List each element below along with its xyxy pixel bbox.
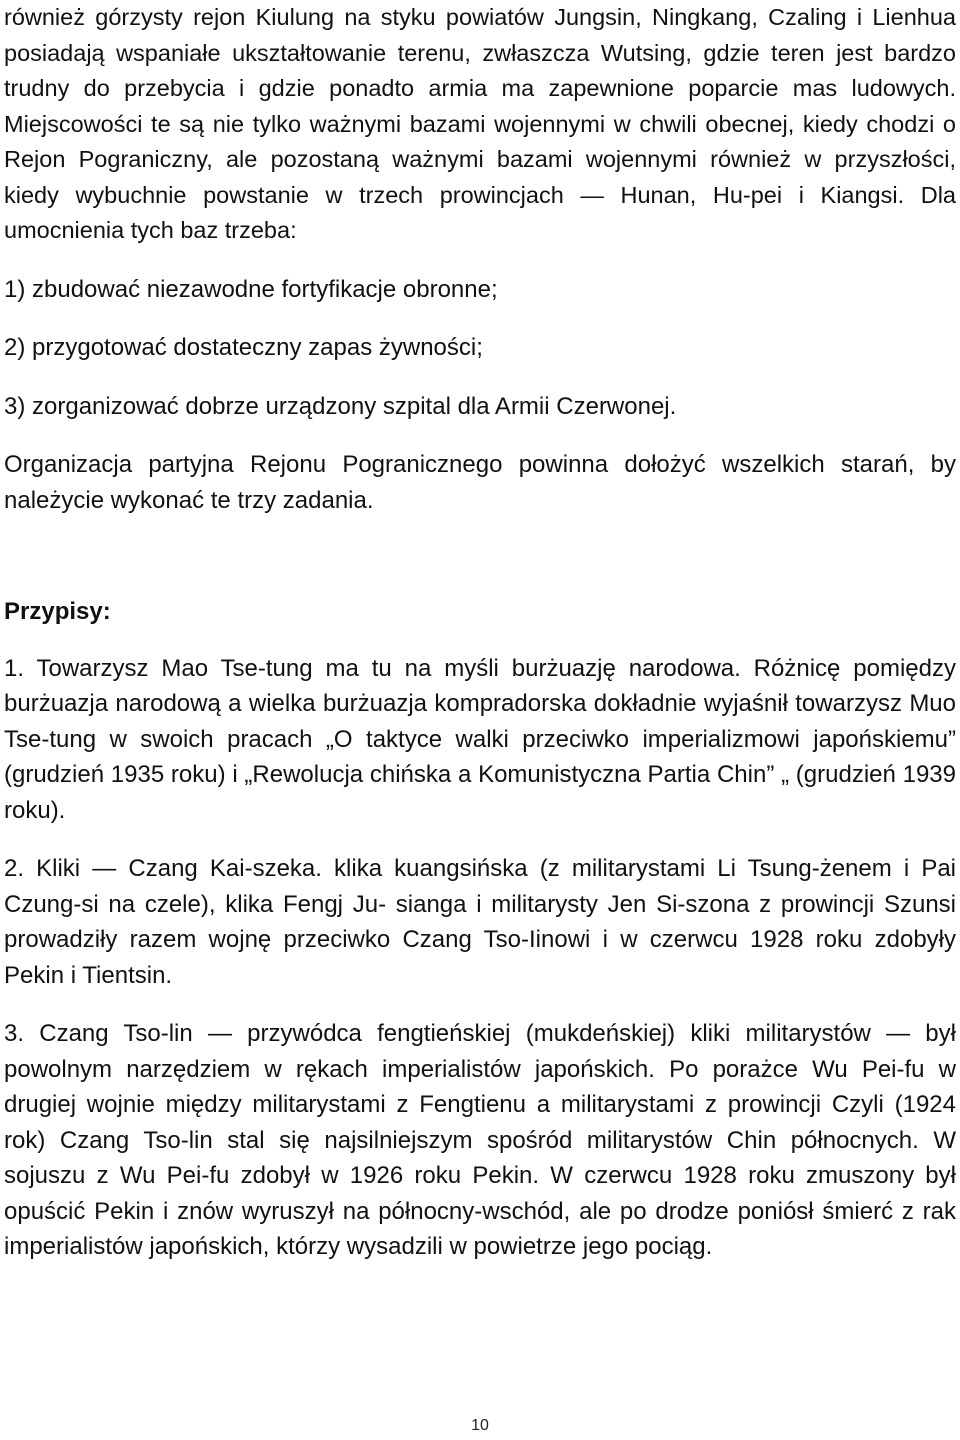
footnotes-heading: Przypisy: <box>4 598 111 625</box>
task-list-item-2: 2) przygotować dostateczny zapas żywności; <box>4 334 483 361</box>
page-number: 10 <box>471 1417 489 1434</box>
footnote-2: 2. Kliki — Czang Kai-szeka. klika kuangsińska (z militarystami Li Tsung-żenem i Pai Czung-si na czele), klika Fengj Ju- sianga i militarysty Jen Si-szona z prowincji Szunsi prowadziły razem wojnę przeciwko Czang Tso-Iinowi i w czerwcu 1928 roku zdobyły Pekin i Tientsin. <box>4 855 956 989</box>
task-list-item-3: 3) zorganizować dobrze urządzony szpital dla Armii Czerwonej. <box>4 392 677 420</box>
organization-paragraph: Organizacja partyjna Rejonu Pogranicznego powinna dołożyć wszelkich starań, by należycie wykonać te trzy zadania. <box>4 451 956 514</box>
document-content <box>4 0 956 1265</box>
footnote-1: 1. Towarzysz Mao Tse-tung ma tu na myśli burżuazję narodowa. Różnicę pomiędzy burżuazja narodową a wielka burżuazja kompradorska dokładnie wyjaśnił towarzysz Muo Tse-tung w swoich pracach „O taktyce walki przeciwko imperializmowi japońskiemu” (grudzień 1935 roku) i „Rewolucja chińska a Komunistyczna Partia Chin” „ (grudzień 1939 roku). <box>4 654 956 824</box>
footnote-3: 3. Czang Tso-lin — przywódca fengtieńskiej (mukdeńskiej) kliki militarystów — był powolnym narzędziem w rękach imperialistów japońskich. Po porażce Wu Pei-fu w drugiej wojnie między militarystami z Fengtienu a militarystami z prowincji Czyli (1924 rok) Czang Tso-lin stal się najsilniejszym spośród militarystów Chin północnych. W sojuszu z Wu Pei-fu zdobył w 1926 roku Pekin. W czerwcu 1928 roku zmuszony był opuścić Pekin i znów wyruszył na północny-wschód, ale po drodze poniósł śmierć z rak imperialistów japońskich, którzy wysadzili w powietrze jego pociąg. <box>4 1020 956 1260</box>
task-list-item-1: 1) zbudować niezawodne fortyfikacje obronne; <box>4 275 498 303</box>
intro-paragraph: również górzysty rejon Kiulung na styku powiatów Jungsin, Ningkang, Czaling i Lienhua posiadają wspaniałe ukształtowanie terenu, zwłaszcza Wutsing, gdzie teren jest bardzo trudny do przebycia i gdzie ponadto armia ma zapewnione poparcie mas ludowych. Miejscowości te są nie tylko ważnymi bazami wojennymi w chwili obecnej, kiedy chodzi o Rejon Pograniczny, ale pozostaną ważnymi bazami wojennymi również w przyszłości, kiedy wybuchnie powstanie w trzech prowincjach — Hunan, Hu-pei i Kiangsi. Dla umocnienia tych baz trzeba: <box>4 4 956 243</box>
